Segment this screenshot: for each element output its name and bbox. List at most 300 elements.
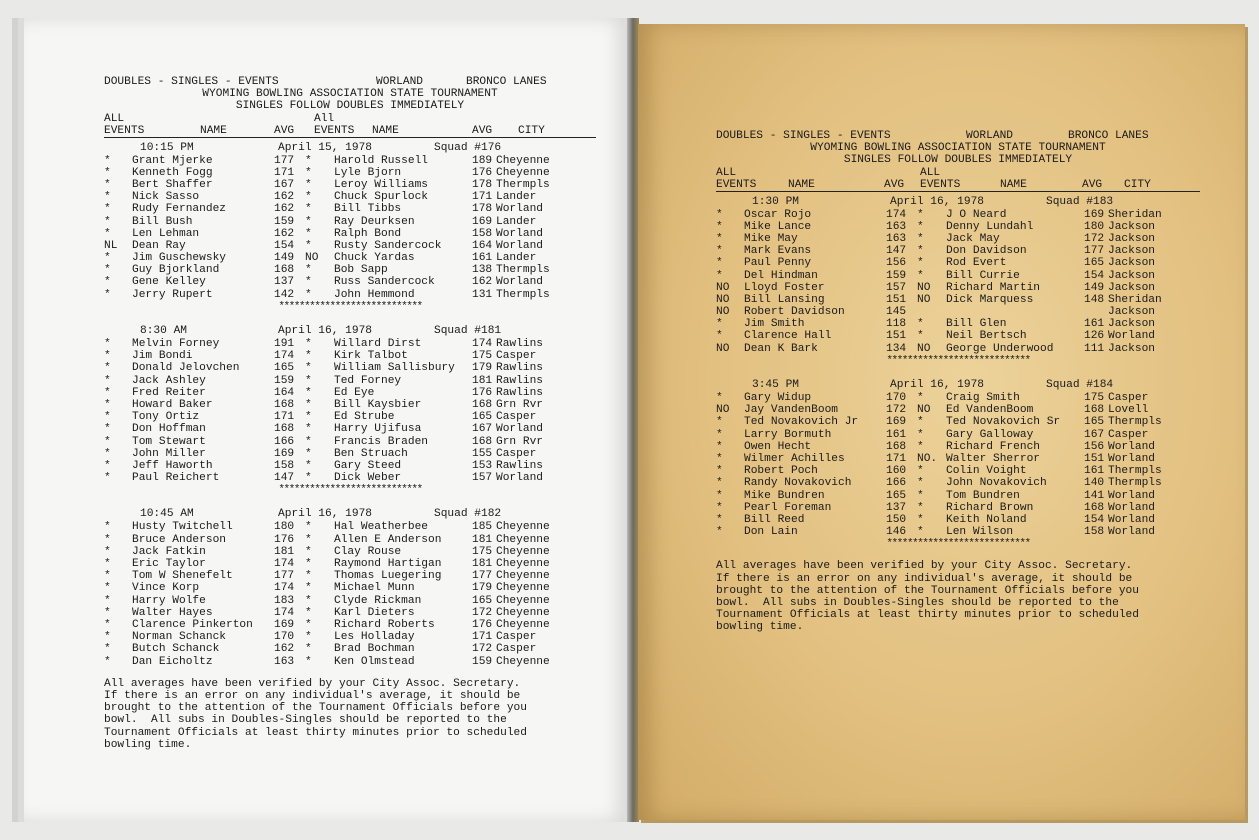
bowler-name-2: Len Wilson bbox=[946, 526, 1014, 539]
bowler-city: Thermpls bbox=[1108, 477, 1162, 490]
bowler-avg-2: 131 bbox=[472, 288, 493, 301]
col-all-2: All bbox=[314, 112, 335, 125]
squad-time: 3:45 PM bbox=[752, 379, 799, 391]
table-row bbox=[104, 264, 596, 276]
bowler-avg-1: 180 bbox=[274, 521, 295, 534]
location: WORLAND bbox=[966, 130, 1013, 142]
entry-mark-1: * bbox=[104, 423, 111, 436]
table-row bbox=[716, 477, 1200, 489]
table-row bbox=[104, 619, 596, 631]
table-row bbox=[104, 570, 596, 582]
entry-mark-2: NO bbox=[917, 342, 931, 355]
bowler-avg-1: 157 bbox=[886, 281, 907, 294]
bowler-city: Rawlins bbox=[496, 338, 543, 350]
bowler-name-2: Ed VandenBoom bbox=[946, 404, 1034, 417]
star-separator: **************************** bbox=[886, 354, 1030, 367]
bowler-avg-1: 163 bbox=[886, 220, 907, 233]
bowler-name-1: Jim Smith bbox=[744, 318, 805, 331]
bowler-avg-1: 149 bbox=[274, 252, 295, 265]
table-row bbox=[104, 155, 596, 167]
bowler-name-2: Ralph Bond bbox=[334, 227, 402, 240]
bowler-name-1: Jack Fatkin bbox=[132, 545, 206, 558]
bowler-name-2: Ted Novakovich Sr bbox=[946, 416, 1061, 429]
bowler-city: Jackson bbox=[1108, 220, 1155, 233]
bowler-name-2: Walter Sherror bbox=[946, 452, 1040, 465]
squad-time: 8:30 AM bbox=[140, 325, 187, 337]
squad-gap bbox=[716, 367, 1200, 375]
entry-mark-1: * bbox=[716, 269, 723, 282]
bowler-city: Worland bbox=[1108, 440, 1155, 453]
entry-mark-2: * bbox=[305, 606, 312, 619]
entry-mark-2: * bbox=[917, 501, 924, 514]
entry-mark-1: * bbox=[716, 330, 723, 343]
bowler-avg-2: 159 bbox=[472, 655, 493, 668]
bowler-name-1: Jeff Haworth bbox=[132, 459, 213, 472]
bowler-avg-2: 175 bbox=[472, 545, 493, 558]
entry-mark-2: * bbox=[917, 526, 924, 539]
table-row bbox=[716, 221, 1200, 233]
entry-mark-1: * bbox=[716, 513, 723, 526]
bowler-avg-2: 177 bbox=[472, 570, 493, 583]
bowler-avg-2: 161 bbox=[1084, 465, 1105, 478]
bowler-avg-2: 156 bbox=[1084, 440, 1105, 453]
entry-mark-1: * bbox=[104, 521, 111, 534]
entry-mark-1: * bbox=[104, 276, 111, 289]
bowler-avg-2: 176 bbox=[472, 386, 493, 399]
bowler-name-2: Craig Smith bbox=[946, 392, 1020, 404]
entry-mark-2: * bbox=[305, 338, 312, 350]
bowler-city: Worland bbox=[496, 239, 543, 252]
bowler-city: Casper bbox=[1108, 428, 1149, 441]
bowler-name-1: Ted Novakovich Jr bbox=[744, 416, 859, 429]
entry-mark-1: * bbox=[104, 203, 111, 216]
star-separator: **************************** bbox=[886, 538, 1030, 551]
entry-mark-2: * bbox=[305, 374, 312, 387]
col-avg-1: AVG bbox=[884, 178, 905, 191]
table-row bbox=[104, 546, 596, 558]
tournament-title: WYOMING BOWLING ASSOCIATION STATE TOURNAMENT bbox=[810, 142, 1106, 155]
table-row bbox=[716, 318, 1200, 330]
bowler-name-2: Kirk Talbot bbox=[334, 350, 408, 363]
bowler-avg-1: 162 bbox=[274, 227, 295, 240]
entry-mark-1: NO bbox=[716, 306, 730, 319]
bowler-name-1: Jerry Rupert bbox=[132, 288, 213, 301]
bowler-avg-2: 161 bbox=[1084, 318, 1105, 331]
bowler-avg-2: 168 bbox=[1084, 404, 1105, 417]
bowler-city: Sheridan bbox=[1108, 208, 1162, 221]
bowler-avg-1: 159 bbox=[274, 374, 295, 387]
right-page-content bbox=[716, 130, 1200, 634]
bowler-name-1: Bruce Anderson bbox=[132, 533, 226, 546]
bowler-avg-1: 183 bbox=[274, 594, 295, 607]
bowler-avg-1: 151 bbox=[886, 293, 907, 306]
bowler-avg-2: 151 bbox=[1084, 452, 1105, 465]
bowler-city: Thermpls bbox=[496, 288, 550, 301]
entry-mark-2: * bbox=[305, 350, 312, 363]
bowler-name-2: Bob Sapp bbox=[334, 264, 388, 277]
bowler-avg-2: 165 bbox=[1084, 416, 1105, 429]
squad-time: 10:45 AM bbox=[140, 508, 194, 521]
squad-time: 10:15 PM bbox=[140, 141, 194, 154]
bowler-city: Cheyenne bbox=[496, 594, 550, 607]
bowler-name-2: Karl Dieters bbox=[334, 606, 415, 619]
table-row bbox=[716, 257, 1200, 269]
bowler-name-1: Tony Ortiz bbox=[132, 411, 200, 424]
bowler-avg-2: 157 bbox=[472, 472, 493, 485]
bowler-name-2: John Hemmond bbox=[334, 288, 415, 301]
table-row bbox=[104, 436, 596, 448]
bowler-name-2: Richard Brown bbox=[946, 501, 1034, 514]
bowler-name-2: Don Davidson bbox=[946, 245, 1027, 258]
bowler-city: Lander bbox=[496, 191, 537, 204]
bowler-city: Lander bbox=[496, 252, 537, 265]
entry-mark-2: * bbox=[305, 288, 312, 301]
bowler-name-2: Dick Marquess bbox=[946, 293, 1034, 306]
bowler-avg-1: 165 bbox=[274, 362, 295, 375]
bowler-city: Jackson bbox=[1108, 306, 1155, 319]
bowler-city: Rawlins bbox=[496, 374, 543, 387]
bowler-name-1: Del Hindman bbox=[744, 269, 818, 282]
bowler-name-2: Raymond Hartigan bbox=[334, 558, 442, 570]
bowler-city: Worland bbox=[1108, 501, 1155, 514]
bowler-avg-1: 150 bbox=[886, 513, 907, 526]
entry-mark-2: * bbox=[917, 318, 924, 331]
entry-mark-1: * bbox=[104, 631, 111, 644]
entry-mark-2: * bbox=[917, 208, 924, 221]
bowler-name-2: Ted Forney bbox=[334, 374, 402, 387]
bowler-name-1: Husty Twitchell bbox=[132, 521, 233, 534]
bowler-name-2: Harold Russell bbox=[334, 154, 428, 167]
entry-mark-2: * bbox=[305, 618, 312, 631]
bowler-name-1: Owen Hecht bbox=[744, 440, 812, 453]
bowler-name-1: Mike Bundren bbox=[744, 489, 825, 502]
entry-mark-1: * bbox=[104, 386, 111, 399]
bowler-avg-2: 169 bbox=[1084, 208, 1105, 221]
bowler-name-1: Norman Schanck bbox=[132, 631, 226, 644]
entry-mark-1: * bbox=[716, 440, 723, 453]
bowler-city: Cheyenne bbox=[496, 606, 550, 619]
bowler-city: Rawlins bbox=[496, 362, 543, 375]
entry-mark-1: * bbox=[104, 643, 111, 656]
bowler-name-2: Ken Olmstead bbox=[334, 655, 415, 668]
bowler-avg-2: 178 bbox=[472, 178, 493, 191]
bowler-avg-2: 185 bbox=[472, 521, 493, 534]
squad-date: April 16, 1978 bbox=[890, 379, 984, 391]
entry-mark-2: * bbox=[917, 513, 924, 526]
bowler-avg-1: 171 bbox=[274, 411, 295, 424]
column-headers bbox=[104, 113, 596, 138]
bowler-name-1: Pearl Foreman bbox=[744, 501, 832, 514]
bowler-avg-2: 165 bbox=[472, 411, 493, 424]
entry-mark-1: * bbox=[104, 178, 111, 191]
entry-mark-1: * bbox=[104, 154, 111, 167]
bowler-city: Worland bbox=[496, 423, 543, 436]
entry-mark-1: * bbox=[104, 411, 111, 424]
bowler-name-1: Bill Bush bbox=[132, 215, 193, 228]
bowler-city: Cheyenne bbox=[496, 655, 550, 668]
bowler-name-2: Richard Roberts bbox=[334, 618, 435, 631]
entry-mark-1: * bbox=[104, 447, 111, 460]
bowler-name-2: Russ Sandercock bbox=[334, 276, 435, 289]
bowler-avg-1: 172 bbox=[886, 404, 907, 417]
bowler-avg-1: 145 bbox=[886, 306, 907, 319]
bowler-avg-2: 138 bbox=[472, 264, 493, 277]
entry-mark-1: * bbox=[104, 459, 111, 472]
bowler-name-1: Mike May bbox=[744, 232, 798, 245]
entry-mark-1: * bbox=[104, 435, 111, 448]
lanes: BRONCO LANES bbox=[1068, 130, 1149, 142]
col-avg-2: AVG bbox=[472, 124, 493, 137]
table-row bbox=[716, 526, 1200, 538]
bowler-city: Grn Rvr bbox=[496, 435, 543, 448]
col-avg-1: AVG bbox=[274, 124, 295, 137]
entry-mark-2: * bbox=[305, 239, 312, 252]
bowler-name-2: Jack May bbox=[946, 232, 1000, 245]
bowler-name-1: Dean Ray bbox=[132, 239, 186, 252]
bowler-name-1: Jim Bondi bbox=[132, 350, 193, 363]
entry-mark-2: * bbox=[305, 411, 312, 424]
bowler-city: Cheyenne bbox=[496, 154, 550, 167]
table-row bbox=[104, 460, 596, 472]
bowler-city: Lovell bbox=[1108, 404, 1149, 417]
entry-mark-2: * bbox=[305, 570, 312, 583]
bowler-city: Jackson bbox=[1108, 342, 1155, 355]
table-row bbox=[716, 490, 1200, 502]
bowler-name-1: Gary Widup bbox=[744, 392, 812, 404]
bowler-avg-2: 168 bbox=[1084, 501, 1105, 514]
squad-number: Squad #184 bbox=[1046, 379, 1114, 391]
entry-mark-2: * bbox=[305, 178, 312, 191]
tournament-title: WYOMING BOWLING ASSOCIATION STATE TOURNAMENT bbox=[202, 88, 498, 101]
col-city: CITY bbox=[518, 124, 545, 137]
table-row bbox=[104, 216, 596, 228]
table-row bbox=[716, 294, 1200, 306]
bowler-name-1: Don Hoffman bbox=[132, 423, 206, 436]
bowler-name-2: Keith Noland bbox=[946, 513, 1027, 526]
bowler-avg-2: 158 bbox=[472, 227, 493, 240]
bowler-avg-2: 178 bbox=[472, 203, 493, 216]
bowler-avg-1: 166 bbox=[886, 477, 907, 490]
bowler-avg-1: 174 bbox=[886, 208, 907, 221]
entry-mark-1: * bbox=[104, 533, 111, 546]
bowler-avg-1: 137 bbox=[274, 276, 295, 289]
bowler-name-2: Chuck Spurlock bbox=[334, 191, 428, 204]
bowler-name-1: Tom Stewart bbox=[132, 435, 206, 448]
bowler-city: Cheyenne bbox=[496, 582, 550, 595]
table-row bbox=[716, 233, 1200, 245]
bowler-name-1: Grant Mjerke bbox=[132, 154, 213, 167]
entry-mark-2: * bbox=[917, 220, 924, 233]
bowler-avg-2: 153 bbox=[472, 459, 493, 472]
col-name-1: NAME bbox=[788, 178, 815, 191]
bowler-name-2: William Sallisbury bbox=[334, 362, 455, 375]
entry-mark-2: * bbox=[305, 594, 312, 607]
entry-mark-2: * bbox=[305, 521, 312, 534]
bowler-name-2: Rusty Sandercock bbox=[334, 239, 442, 252]
bowler-city: Rawlins bbox=[496, 459, 543, 472]
header-line bbox=[716, 130, 1200, 142]
table-row bbox=[104, 534, 596, 546]
entry-mark-1: * bbox=[716, 489, 723, 502]
bowler-avg-2: 162 bbox=[472, 276, 493, 289]
bowler-name-1: Bill Reed bbox=[744, 513, 805, 526]
bowler-avg-2: 175 bbox=[472, 350, 493, 363]
entry-mark-1: * bbox=[716, 245, 723, 258]
bowler-avg-1: 159 bbox=[274, 215, 295, 228]
bowler-city: Casper bbox=[496, 631, 537, 644]
entry-mark-2: * bbox=[917, 392, 924, 404]
bowler-city: Casper bbox=[496, 643, 537, 656]
squad-date: April 16, 1978 bbox=[278, 508, 372, 521]
bowler-avg-2: 174 bbox=[472, 338, 493, 350]
bowler-avg-1: 146 bbox=[886, 526, 907, 539]
entry-mark-1: NO bbox=[716, 404, 730, 417]
bowler-city: Worland bbox=[1108, 526, 1155, 539]
entry-mark-1: NO bbox=[716, 281, 730, 294]
table-row bbox=[104, 228, 596, 240]
entry-mark-2: * bbox=[305, 154, 312, 167]
bowler-name-2: Bill Tibbs bbox=[334, 203, 402, 216]
bowler-name-1: Len Lehman bbox=[132, 227, 200, 240]
bowler-avg-1: 168 bbox=[886, 440, 907, 453]
entry-mark-1: * bbox=[104, 338, 111, 350]
bowler-city: Worland bbox=[1108, 489, 1155, 502]
bowler-avg-2: 181 bbox=[472, 558, 493, 570]
table-row bbox=[716, 453, 1200, 465]
bowler-name-2: Harry Ujifusa bbox=[334, 423, 422, 436]
bowler-avg-2: 181 bbox=[472, 374, 493, 387]
entry-mark-1: * bbox=[104, 545, 111, 558]
bowler-avg-1: 174 bbox=[274, 350, 295, 363]
bowler-city: Cheyenne bbox=[496, 166, 550, 179]
bowler-city: Casper bbox=[1108, 392, 1149, 404]
entry-mark-1: * bbox=[104, 288, 111, 301]
bowler-name-1: Mark Evans bbox=[744, 245, 812, 258]
bowler-avg-2: 179 bbox=[472, 362, 493, 375]
bowler-avg-2: 154 bbox=[1084, 269, 1105, 282]
entry-mark-2: * bbox=[305, 191, 312, 204]
bowler-avg-1: 142 bbox=[274, 288, 295, 301]
entry-mark-2: * bbox=[917, 330, 924, 343]
bowler-avg-2: 172 bbox=[472, 606, 493, 619]
table-row bbox=[104, 631, 596, 643]
bowler-name-2: Tom Bundren bbox=[946, 489, 1020, 502]
bowler-avg-1: 177 bbox=[274, 570, 295, 583]
lanes: BRONCO LANES bbox=[466, 76, 547, 88]
bowler-name-2: Ray Deurksen bbox=[334, 215, 415, 228]
bowler-name-1: Walter Hayes bbox=[132, 606, 213, 619]
table-row bbox=[716, 343, 1200, 355]
entry-mark-2: * bbox=[305, 166, 312, 179]
bowler-avg-1: 169 bbox=[274, 447, 295, 460]
col-events-1: EVENTS bbox=[104, 124, 145, 137]
entry-mark-1: * bbox=[104, 252, 111, 265]
entry-mark-2: * bbox=[305, 643, 312, 656]
table-row bbox=[104, 276, 596, 288]
bowler-avg-2: 165 bbox=[1084, 257, 1105, 270]
table-row bbox=[716, 270, 1200, 282]
bowler-avg-2: 169 bbox=[472, 215, 493, 228]
bowler-name-2: Neil Bertsch bbox=[946, 330, 1027, 343]
bowler-name-1: Howard Baker bbox=[132, 398, 213, 411]
bowler-avg-2: 175 bbox=[1084, 392, 1105, 404]
bowler-avg-2: 176 bbox=[472, 166, 493, 179]
bowler-name-1: Harry Wolfe bbox=[132, 594, 206, 607]
entry-mark-1: * bbox=[716, 477, 723, 490]
bowler-city: Cheyenne bbox=[496, 521, 550, 534]
bowler-name-2: George Underwood bbox=[946, 342, 1054, 355]
bowler-avg-1: 159 bbox=[886, 269, 907, 282]
entry-mark-2: * bbox=[305, 655, 312, 668]
bowler-name-1: Bill Lansing bbox=[744, 293, 825, 306]
bowler-name-2: Michael Munn bbox=[334, 582, 415, 595]
bowler-name-1: Guy Bjorkland bbox=[132, 264, 220, 277]
table-row bbox=[104, 521, 596, 533]
bowler-city: Cheyenne bbox=[496, 545, 550, 558]
entry-mark-1: * bbox=[716, 318, 723, 331]
bowler-avg-1: 164 bbox=[274, 386, 295, 399]
bowler-avg-1: 167 bbox=[274, 178, 295, 191]
squad-time: 1:30 PM bbox=[752, 195, 799, 208]
bowler-name-1: Larry Bormuth bbox=[744, 428, 832, 441]
bowler-city: Casper bbox=[496, 411, 537, 424]
squad-header bbox=[104, 325, 596, 338]
bowler-name-1: Wilmer Achilles bbox=[744, 452, 845, 465]
bowler-avg-2: 189 bbox=[472, 154, 493, 167]
bowler-city: Worland bbox=[1108, 330, 1155, 343]
entry-mark-1: * bbox=[716, 392, 723, 404]
bowler-name-2: Bill Kaysbier bbox=[334, 398, 422, 411]
col-all-1: ALL bbox=[104, 112, 125, 125]
table-row bbox=[104, 595, 596, 607]
entry-mark-2: * bbox=[917, 416, 924, 429]
entry-mark-2: * bbox=[917, 477, 924, 490]
bowler-avg-1: 191 bbox=[274, 338, 295, 350]
bowler-name-2: Chuck Yardas bbox=[334, 252, 415, 265]
events-title: DOUBLES - SINGLES - EVENTS bbox=[716, 130, 891, 142]
bowler-city: Cheyenne bbox=[496, 618, 550, 631]
squad-header bbox=[104, 142, 596, 155]
entry-mark-1: * bbox=[104, 362, 111, 375]
bowler-name-1: Randy Novakovich bbox=[744, 477, 852, 490]
bowler-name-1: Paul Penny bbox=[744, 257, 812, 270]
entry-mark-2: * bbox=[305, 472, 312, 485]
bowler-avg-2: 141 bbox=[1084, 489, 1105, 502]
bowler-avg-1: 170 bbox=[274, 631, 295, 644]
entry-mark-1: NO bbox=[716, 293, 730, 306]
col-events-1: EVENTS bbox=[716, 178, 757, 191]
squad-date: April 16, 1978 bbox=[278, 325, 372, 337]
entry-mark-1: * bbox=[104, 594, 111, 607]
entry-mark-2: NO bbox=[917, 293, 931, 306]
bowler-city: Worland bbox=[496, 227, 543, 240]
entry-mark-1: * bbox=[104, 166, 111, 179]
entry-mark-2: * bbox=[305, 447, 312, 460]
entry-mark-2: * bbox=[305, 459, 312, 472]
bowler-name-1: Don Lain bbox=[744, 526, 798, 539]
bowler-name-2: J O Neard bbox=[946, 208, 1007, 221]
bowler-name-2: Allen E Anderson bbox=[334, 533, 442, 546]
bowler-name-1: Melvin Forney bbox=[132, 338, 220, 350]
bowler-name-2: Ed Eye bbox=[334, 386, 375, 399]
bowler-avg-1: 154 bbox=[274, 239, 295, 252]
bowler-name-2: Thomas Luegering bbox=[334, 570, 442, 583]
bowler-name-2: Gary Steed bbox=[334, 459, 402, 472]
entry-mark-2: NO bbox=[917, 404, 931, 417]
entry-mark-2: * bbox=[305, 362, 312, 375]
bowler-avg-1: 171 bbox=[886, 452, 907, 465]
bowler-name-1: Donald Jelovchen bbox=[132, 362, 240, 375]
